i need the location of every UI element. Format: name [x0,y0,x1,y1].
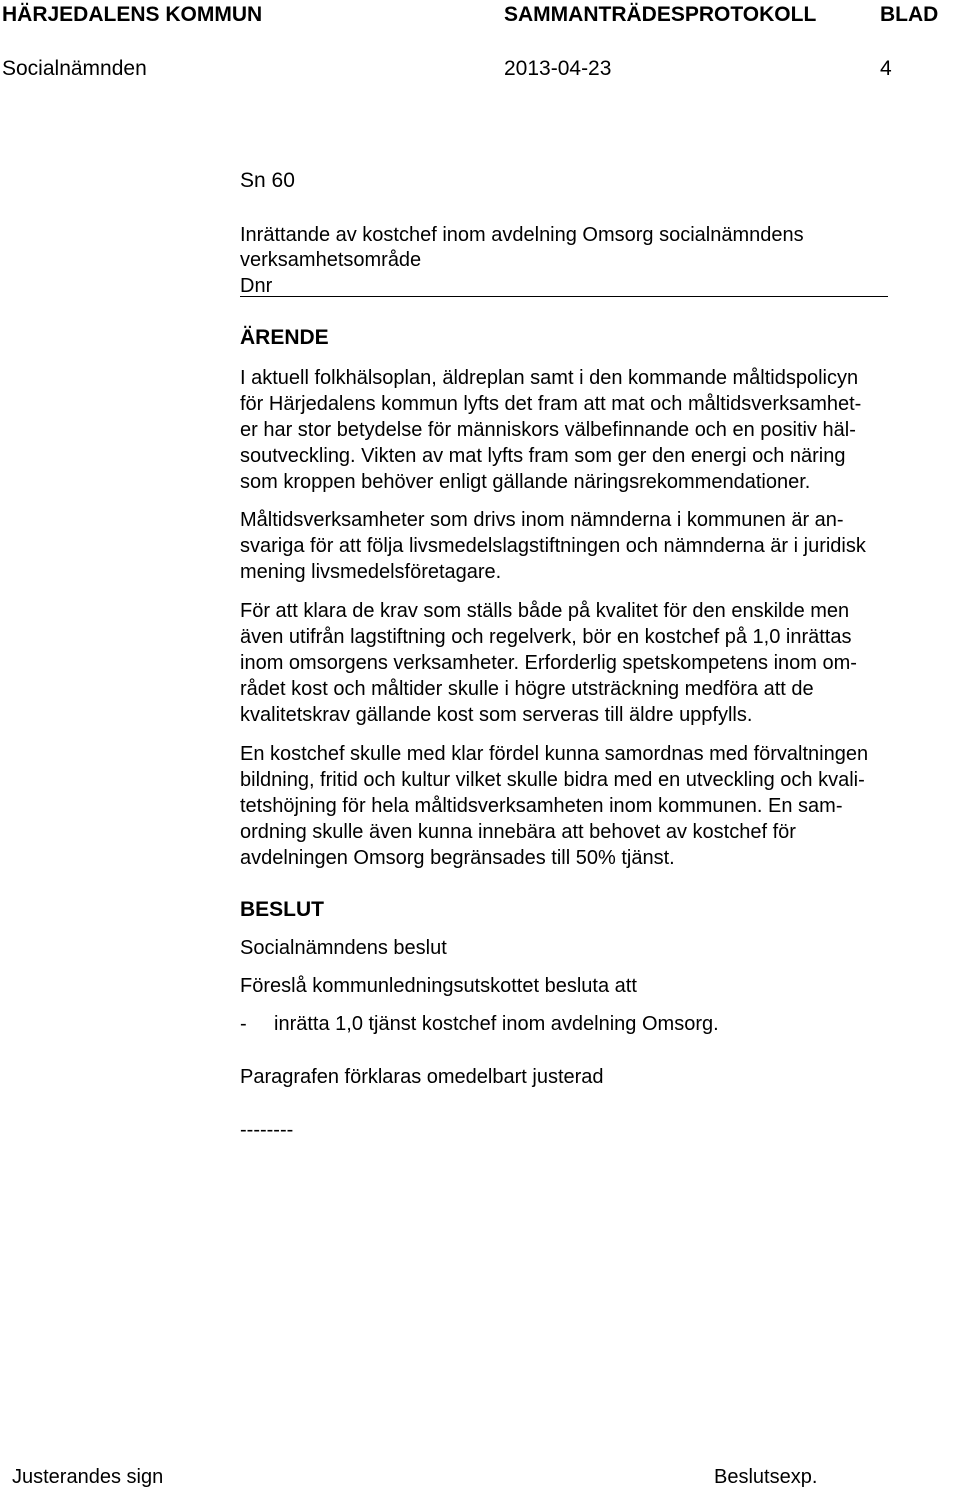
text-line: En kostchef skulle med klar fördel kunna samordnas med förvaltningen [240,743,869,765]
text-line: inom omsorgens verksamheter. Erforderlig spetskompetens inom om- [240,652,857,674]
item-title-line-1: Inrättande av kostchef inom avdelning Omsorg socialnämndens [240,224,804,246]
text-line: tetshöjning för hela måltidsverksamheten inom kommunen. En sam- [240,795,843,817]
bullet-dash: - [240,1013,247,1035]
text-line: som kroppen behöver enligt gällande näringsrekommendationer. [240,471,811,493]
organization-name: HÄRJEDALENS KOMMUN [2,3,263,26]
text-line: avdelningen Omsorg begränsades till 50% tjänst. [240,847,675,869]
text-line: även utifrån lagstiftning och regelverk, bör en kostchef på 1,0 inrättas [240,626,852,648]
text-line: er har stor betydelse för människors välbefinnande och en positiv häl- [240,419,856,441]
text-line: ordning skulle även kunna innebära att behovet av kostchef för [240,821,796,843]
blad-label: BLAD [880,3,939,26]
text-line: För att klara de krav som ställs både på kvalitet för den enskilde men [240,600,850,622]
beslut-subheading: Socialnämndens beslut [240,937,447,959]
text-line: Måltidsverksamheter som drivs inom nämnderna i kommunen är an- [240,509,844,531]
dnr-label: Dnr [240,275,273,297]
footer-justerandes-sign: Justerandes sign [12,1466,164,1488]
footer-beslutsexp: Beslutsexp. [714,1466,818,1488]
meeting-date: 2013-04-23 [504,57,612,80]
text-line: bildning, fritid och kultur vilket skulle bidra med en utveckling och kvali- [240,769,865,791]
text-line: svariga för att följa livsmedelslagstiftningen och nämnderna är i juridisk [240,535,866,557]
dnr-rule [240,296,888,297]
paragraph-id: Sn 60 [240,169,295,192]
text-line: rådet kost och måltider skulle i högre utsträckning medföra att de [240,678,814,700]
beslut-intro: Föreslå kommunledningsutskottet besluta att [240,975,637,997]
arende-heading: ÄRENDE [240,326,329,349]
text-line: I aktuell folkhälsoplan, äldreplan samt i den kommande måltidspolicyn [240,367,859,389]
separator: -------- [240,1119,294,1141]
page-number: 4 [880,57,892,80]
justification-text: Paragrafen förklaras omedelbart justerad [240,1066,604,1088]
document-type: SAMMANTRÄDESPROTOKOLL [504,3,817,26]
bullet-text: inrätta 1,0 tjänst kostchef inom avdelning Omsorg. [274,1013,719,1035]
text-line: soutveckling. Vikten av mat lyfts fram som ger den energi och näring [240,445,846,467]
text-line: för Härjedalens kommun lyfts det fram att mat och måltidsverksamhet- [240,393,862,415]
text-line: kvalitetskrav gällande kost som serveras till äldre uppfylls. [240,704,753,726]
beslut-heading: BESLUT [240,898,324,921]
text-line: mening livsmedelsföretagare. [240,561,502,583]
item-title-line-2: verksamhetsområde [240,249,422,271]
committee-name: Socialnämnden [2,57,147,80]
